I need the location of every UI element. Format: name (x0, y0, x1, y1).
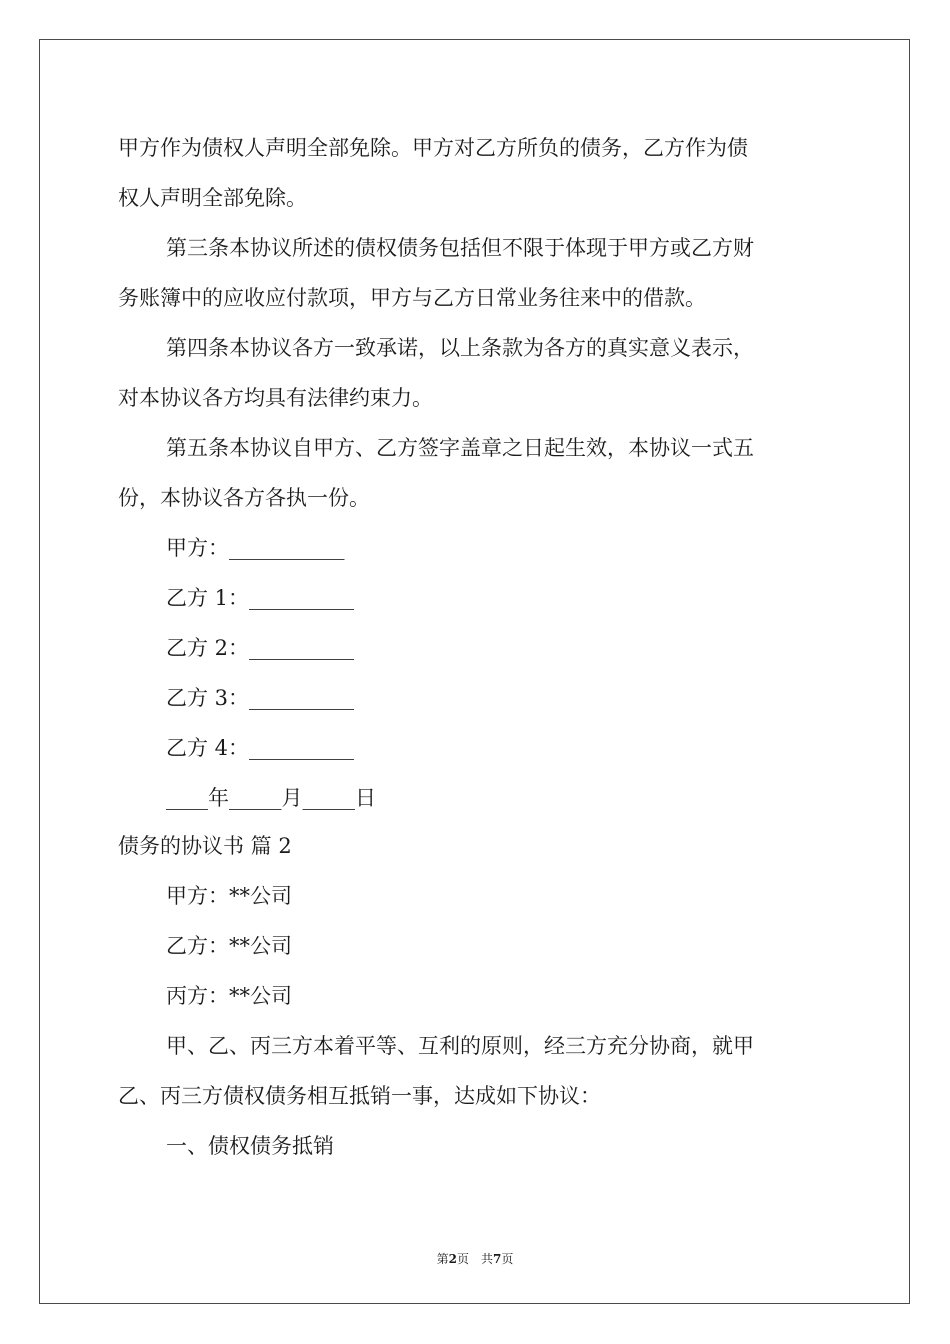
section-heading: 债务的协议书 篇 2 (118, 834, 292, 858)
page-total: 7 (493, 1252, 502, 1266)
paragraph-line: 权人声明全部免除。 (118, 186, 307, 210)
party-c-line: 丙方：**公司 (166, 984, 292, 1008)
intro-line: 乙、丙三方债权债务相互抵销一事，达成如下协议： (118, 1084, 601, 1108)
page-current: 2 (448, 1252, 457, 1266)
signature-party-a: 甲方：___________ (166, 536, 345, 560)
page-mid: 页 共 (456, 1252, 493, 1266)
article-3-line: 第三条本协议所述的债权债务包括但不限于体现于甲方或乙方财 (166, 236, 754, 260)
clause-heading: 一、债权债务抵销 (166, 1134, 334, 1158)
article-3-line: 务账簿中的应收应付款项，甲方与乙方日常业务往来中的借款。 (118, 286, 706, 310)
signature-party-b3: 乙方 3：__________ (166, 686, 355, 710)
party-a-line: 甲方：**公司 (166, 884, 292, 908)
page-footer (0, 1250, 950, 1267)
intro-line: 甲、乙、丙三方本着平等、互利的原则，经三方充分协商，就甲 (166, 1034, 754, 1058)
party-b-line: 乙方：**公司 (166, 934, 292, 958)
page-prefix: 第 (436, 1252, 449, 1266)
article-4-line: 对本协议各方均具有法律约束力。 (118, 386, 433, 410)
signature-party-b1: 乙方 1：__________ (166, 586, 355, 610)
paragraph-line: 甲方作为债权人声明全部免除。甲方对乙方所负的债务，乙方作为债 (118, 136, 748, 160)
page-suffix: 页 (501, 1252, 514, 1266)
signature-date: ____年_____月_____日 (166, 786, 376, 810)
article-5-line: 第五条本协议自甲方、乙方签字盖章之日起生效，本协议一式五 (166, 436, 754, 460)
page-border (39, 39, 910, 1304)
signature-party-b4: 乙方 4：__________ (166, 736, 355, 760)
article-4-line: 第四条本协议各方一致承诺，以上条款为各方的真实意义表示， (166, 336, 754, 360)
article-5-line: 份，本协议各方各执一份。 (118, 486, 370, 510)
signature-party-b2: 乙方 2：__________ (166, 636, 355, 660)
